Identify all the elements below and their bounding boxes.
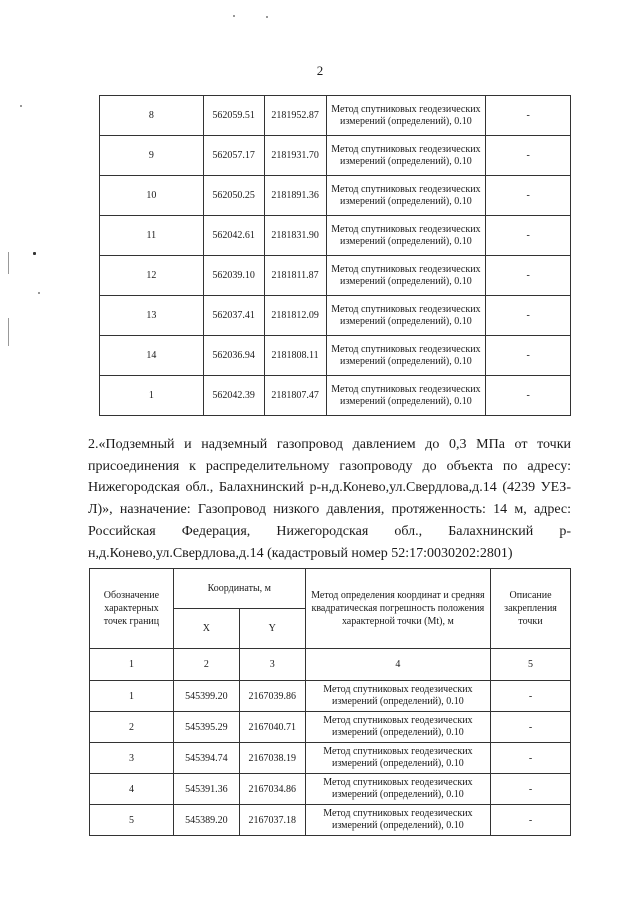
method-cell: Метод спутниковых геодезических измерений (определений), 0.10 <box>305 743 490 774</box>
point-cell: 9 <box>100 136 204 176</box>
description-cell: - <box>486 256 571 296</box>
y-coordinate-cell: 2181831.90 <box>264 216 326 256</box>
scan-speck <box>33 252 36 255</box>
column-number: 1 <box>90 649 174 681</box>
point-cell: 8 <box>100 96 204 136</box>
method-cell: Метод спутниковых геодезических измерений (определений), 0.10 <box>326 136 486 176</box>
coordinates-table-continued <box>99 95 571 416</box>
table-row <box>90 712 571 743</box>
header-x: X <box>173 609 239 649</box>
description-cell: - <box>491 712 571 743</box>
scan-speck <box>233 15 235 17</box>
table-row <box>100 96 571 136</box>
description-cell: - <box>486 216 571 256</box>
method-cell: Метод спутниковых геодезических измерений (определений), 0.10 <box>326 376 486 416</box>
scan-edge-line <box>8 252 9 274</box>
header-point-designation: Обозначение характерных точек границ <box>90 569 174 649</box>
method-cell: Метод спутниковых геодезических измерений (определений), 0.10 <box>326 176 486 216</box>
description-cell: - <box>491 681 571 712</box>
point-cell: 1 <box>100 376 204 416</box>
y-coordinate-cell: 2181807.47 <box>264 376 326 416</box>
point-cell: 12 <box>100 256 204 296</box>
scan-edge-line <box>8 318 9 346</box>
description-cell: - <box>491 805 571 836</box>
description-cell: - <box>486 176 571 216</box>
x-coordinate-cell: 562036.94 <box>203 336 264 376</box>
point-cell: 5 <box>90 805 174 836</box>
x-coordinate-cell: 562039.10 <box>203 256 264 296</box>
scan-speck <box>266 16 268 18</box>
method-cell: Метод спутниковых геодезических измерений (определений), 0.10 <box>326 296 486 336</box>
description-cell: - <box>486 336 571 376</box>
table-row <box>100 256 571 296</box>
point-cell: 13 <box>100 296 204 336</box>
y-coordinate-cell: 2181891.36 <box>264 176 326 216</box>
header-y: Y <box>239 609 305 649</box>
x-coordinate-cell: 545395.29 <box>173 712 239 743</box>
method-cell: Метод спутниковых геодезических измерений (определений), 0.10 <box>326 96 486 136</box>
y-coordinate-cell: 2181812.09 <box>264 296 326 336</box>
x-coordinate-cell: 545394.74 <box>173 743 239 774</box>
point-cell: 1 <box>90 681 174 712</box>
x-coordinate-cell: 562037.41 <box>203 296 264 336</box>
x-coordinate-cell: 562057.17 <box>203 136 264 176</box>
description-cell: - <box>486 96 571 136</box>
description-cell: - <box>486 296 571 336</box>
table-row <box>100 136 571 176</box>
method-cell: Метод спутниковых геодезических измерений (определений), 0.10 <box>326 336 486 376</box>
y-coordinate-cell: 2181931.70 <box>264 136 326 176</box>
method-cell: Метод спутниковых геодезических измерений (определений), 0.10 <box>305 805 490 836</box>
method-cell: Метод спутниковых геодезических измерений (определений), 0.10 <box>305 681 490 712</box>
y-coordinate-cell: 2167038.19 <box>239 743 305 774</box>
x-coordinate-cell: 545389.20 <box>173 805 239 836</box>
method-cell: Метод спутниковых геодезических измерений (определений), 0.10 <box>326 216 486 256</box>
table-row <box>100 336 571 376</box>
column-number: 4 <box>305 649 490 681</box>
scan-speck <box>38 292 40 294</box>
table-row <box>100 376 571 416</box>
method-cell: Метод спутниковых геодезических измерений (определений), 0.10 <box>326 256 486 296</box>
method-cell: Метод спутниковых геодезических измерений (определений), 0.10 <box>305 774 490 805</box>
table-row <box>100 176 571 216</box>
method-cell: Метод спутниковых геодезических измерений (определений), 0.10 <box>305 712 490 743</box>
x-coordinate-cell: 562050.25 <box>203 176 264 216</box>
x-coordinate-cell: 562042.39 <box>203 376 264 416</box>
point-cell: 4 <box>90 774 174 805</box>
point-cell: 3 <box>90 743 174 774</box>
table-row <box>90 743 571 774</box>
y-coordinate-cell: 2167039.86 <box>239 681 305 712</box>
y-coordinate-cell: 2167037.18 <box>239 805 305 836</box>
point-cell: 14 <box>100 336 204 376</box>
point-cell: 10 <box>100 176 204 216</box>
page-number: 2 <box>316 63 324 78</box>
coordinates-table <box>89 568 571 836</box>
x-coordinate-cell: 562059.51 <box>203 96 264 136</box>
header-description: Описание закрепления точки <box>491 569 571 649</box>
table-row <box>90 774 571 805</box>
column-number: 5 <box>491 649 571 681</box>
x-coordinate-cell: 562042.61 <box>203 216 264 256</box>
header-coordinates: Координаты, м <box>173 569 305 609</box>
table-row <box>90 805 571 836</box>
header-method: Метод определения координат и средняя квадратическая погрешность положения характерной точки (Mt), м <box>305 569 490 649</box>
y-coordinate-cell: 2181808.11 <box>264 336 326 376</box>
object-description-paragraph: 2.«Подземный и надземный газопровод давлением до 0,3 МПа от точки присоединения к распределительному газопроводу до объекта по адресу: Нижегородская обл., Балахнинский р-н,д.Конево,ул.Свердлова,д.14 (4239 УЕЗ-Л)», назначение: Газопровод низкого давления, протяженность: 14 м, адрес: Российская Федерация, Нижегородская обл., Балахнинский р-н,д.Конево,ул.Свердлова,д.14 (кадастровый номер 52:17:0030202:2801) <box>88 437 571 561</box>
description-cell: - <box>491 774 571 805</box>
x-coordinate-cell: 545399.20 <box>173 681 239 712</box>
description-cell: - <box>486 136 571 176</box>
table-row <box>100 216 571 256</box>
description-cell: - <box>491 743 571 774</box>
y-coordinate-cell: 2181811.87 <box>264 256 326 296</box>
x-coordinate-cell: 545391.36 <box>173 774 239 805</box>
y-coordinate-cell: 2181952.87 <box>264 96 326 136</box>
description-cell: - <box>486 376 571 416</box>
column-number: 2 <box>173 649 239 681</box>
scan-speck <box>20 105 22 107</box>
table-row <box>100 296 571 336</box>
point-cell: 11 <box>100 216 204 256</box>
y-coordinate-cell: 2167040.71 <box>239 712 305 743</box>
column-number: 3 <box>239 649 305 681</box>
table-row <box>90 681 571 712</box>
point-cell: 2 <box>90 712 174 743</box>
y-coordinate-cell: 2167034.86 <box>239 774 305 805</box>
